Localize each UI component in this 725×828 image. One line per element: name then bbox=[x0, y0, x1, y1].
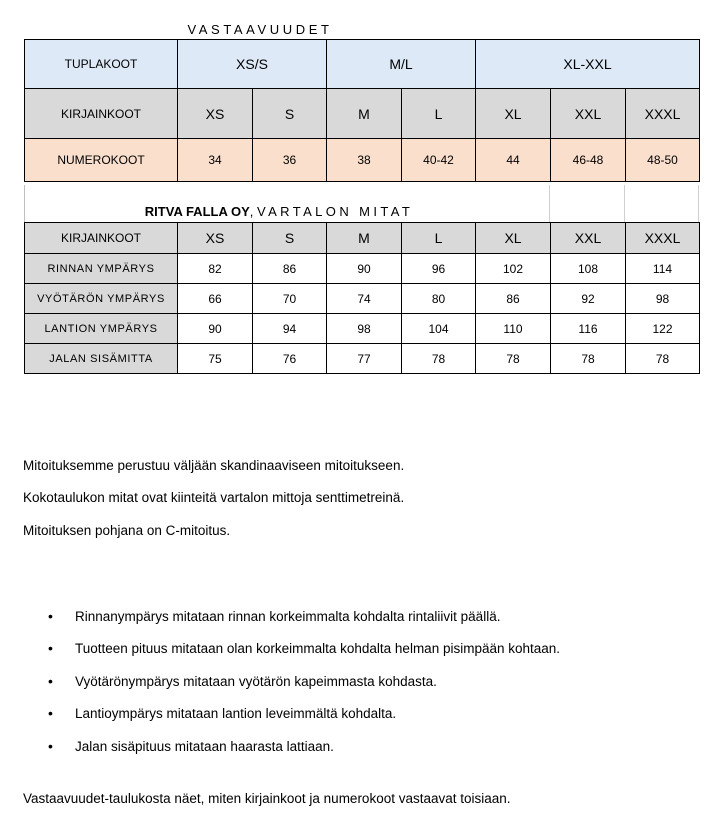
measurements-header-row bbox=[25, 223, 700, 254]
company-name: RITVA FALLA OY bbox=[144, 204, 250, 219]
separator-line bbox=[549, 185, 550, 222]
header-size-cell: XXL bbox=[551, 223, 626, 254]
row-label: LANTION YMPÄRYS bbox=[25, 314, 178, 344]
footer-paragraph: Vastaavuudet-taulukosta näet, miten kirjainkoot ja numerokoot vastaavat toisiaan. bbox=[23, 791, 511, 806]
row-label: VYÖTÄRÖN YMPÄRYS bbox=[25, 284, 178, 314]
number-size-cell: 46-48 bbox=[551, 139, 626, 182]
letter-size-label: KIRJAINKOOT bbox=[25, 89, 178, 139]
number-size-cell: 40-42 bbox=[402, 139, 476, 182]
value-cell: 102 bbox=[476, 254, 551, 284]
value-cell: 98 bbox=[327, 314, 402, 344]
row-label: JALAN SISÄMITTA bbox=[25, 344, 178, 374]
value-cell: 114 bbox=[626, 254, 700, 284]
value-cell: 78 bbox=[402, 344, 476, 374]
double-size-row bbox=[25, 40, 700, 89]
letter-size-cell: XXXL bbox=[626, 89, 700, 139]
value-cell: 90 bbox=[178, 314, 253, 344]
value-cell: 116 bbox=[551, 314, 626, 344]
bullet-text: Vyötärönympärys mitataan vyötärön kapeimmasta kohdasta. bbox=[75, 674, 437, 689]
bullet-icon: • bbox=[48, 673, 53, 689]
value-cell: 122 bbox=[626, 314, 700, 344]
value-cell: 94 bbox=[253, 314, 327, 344]
value-cell: 98 bbox=[626, 284, 700, 314]
bullet-item bbox=[48, 672, 437, 691]
value-cell: 78 bbox=[476, 344, 551, 374]
value-cell: 78 bbox=[551, 344, 626, 374]
measurement-row-inseam bbox=[25, 344, 700, 374]
value-cell: 75 bbox=[178, 344, 253, 374]
header-size-cell: L bbox=[402, 223, 476, 254]
body-measurements-table bbox=[24, 222, 700, 374]
separator-line bbox=[698, 185, 699, 222]
value-cell: 74 bbox=[327, 284, 402, 314]
row-label: RINNAN YMPÄRYS bbox=[25, 254, 178, 284]
bullet-text: Rinnanympärys mitataan rinnan korkeimmalta kohdalta rintaliivit päällä. bbox=[75, 609, 501, 624]
value-cell: 96 bbox=[402, 254, 476, 284]
bullet-text: Tuotteen pituus mitataan olan korkeimmalta kohdalta helman pisimpään kohtaan. bbox=[75, 641, 561, 656]
letter-size-cell: L bbox=[402, 89, 476, 139]
number-size-cell: 48-50 bbox=[626, 139, 700, 182]
header-size-cell: XL bbox=[476, 223, 551, 254]
header-label: KIRJAINKOOT bbox=[25, 223, 178, 254]
bullet-text: Lantioympärys mitataan lantion leveimmältä kohdalta. bbox=[75, 706, 397, 721]
number-size-cell: 44 bbox=[476, 139, 551, 182]
paragraph: Kokotaulukon mitat ovat kiinteitä vartalon mittoja senttimetreinä. bbox=[23, 490, 405, 505]
value-cell: 70 bbox=[253, 284, 327, 314]
size-correspondence-table bbox=[24, 39, 700, 182]
value-cell: 78 bbox=[626, 344, 700, 374]
letter-size-cell: S bbox=[253, 89, 327, 139]
number-size-cell: 36 bbox=[253, 139, 327, 182]
double-size-cell: XS/S bbox=[178, 40, 327, 89]
double-size-cell: M/L bbox=[327, 40, 476, 89]
value-cell: 86 bbox=[253, 254, 327, 284]
measurements-title-text: VARTALON MITAT bbox=[257, 204, 414, 219]
bullet-item bbox=[48, 607, 500, 626]
value-cell: 110 bbox=[476, 314, 551, 344]
measurement-row-waist bbox=[25, 284, 700, 314]
letter-size-row bbox=[25, 89, 700, 139]
measurement-row-chest bbox=[25, 254, 700, 284]
header-size-cell: M bbox=[327, 223, 402, 254]
value-cell: 92 bbox=[551, 284, 626, 314]
number-size-cell: 38 bbox=[327, 139, 402, 182]
letter-size-cell: XS bbox=[178, 89, 253, 139]
value-cell: 77 bbox=[327, 344, 402, 374]
header-size-cell: XXXL bbox=[626, 223, 700, 254]
correspondence-title: VASTAAVUUDET bbox=[187, 22, 333, 37]
paragraph: Mitoituksen pohjana on C-mitoitus. bbox=[23, 523, 231, 538]
bullet-icon: • bbox=[48, 705, 53, 721]
number-size-cell: 34 bbox=[178, 139, 253, 182]
bullet-item bbox=[48, 704, 396, 723]
paragraph: Mitoituksemme perustuu väljään skandinaaviseen mitoitukseen. bbox=[23, 458, 405, 473]
double-size-label: TUPLAKOOT bbox=[25, 40, 178, 89]
letter-size-cell: M bbox=[327, 89, 402, 139]
value-cell: 80 bbox=[402, 284, 476, 314]
header-size-cell: XS bbox=[178, 223, 253, 254]
header-size-cell: S bbox=[253, 223, 327, 254]
value-cell: 82 bbox=[178, 254, 253, 284]
measurements-title bbox=[24, 204, 534, 220]
double-size-cell: XL-XXL bbox=[476, 40, 700, 89]
value-cell: 104 bbox=[402, 314, 476, 344]
separator-line bbox=[624, 185, 625, 222]
value-cell: 90 bbox=[327, 254, 402, 284]
number-size-row bbox=[25, 139, 700, 182]
bullet-icon: • bbox=[48, 640, 53, 656]
bullet-icon: • bbox=[48, 608, 53, 624]
value-cell: 108 bbox=[551, 254, 626, 284]
bullet-icon: • bbox=[48, 738, 53, 754]
letter-size-cell: XL bbox=[476, 89, 551, 139]
letter-size-cell: XXL bbox=[551, 89, 626, 139]
value-cell: 66 bbox=[178, 284, 253, 314]
value-cell: 76 bbox=[253, 344, 327, 374]
number-size-label: NUMEROKOOT bbox=[25, 139, 178, 182]
measurement-row-hips bbox=[25, 314, 700, 344]
value-cell: 86 bbox=[476, 284, 551, 314]
title-separator: , bbox=[249, 204, 257, 219]
bullet-item bbox=[48, 737, 334, 756]
bullet-text: Jalan sisäpituus mitataan haarasta lattiaan. bbox=[75, 739, 334, 754]
bullet-item bbox=[48, 639, 560, 658]
